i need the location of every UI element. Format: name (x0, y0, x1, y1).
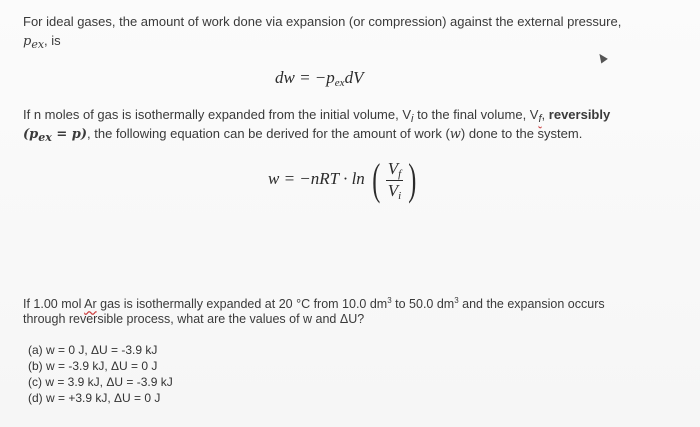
eq2-den: V (387, 180, 399, 200)
eq1-lhs: dw = −p (275, 68, 335, 87)
eq2-den-sub: i (398, 189, 402, 202)
p2-end: ) done to the system. (460, 126, 583, 141)
p2-text-a: If n moles of gas is isothermally expanded from the initial volume, V (23, 107, 412, 122)
p2-tail: , the following equation can be derived for the amount of work ( (87, 126, 450, 141)
volume-ratio-fraction (386, 159, 403, 202)
p2-text-c: , (541, 107, 549, 122)
p2-w: w (449, 127, 461, 142)
p2-sub-f: f (538, 113, 542, 125)
eq2-num-sub: f (398, 167, 402, 180)
eq1-subscript: ex (334, 77, 345, 89)
mouse-cursor-icon (596, 52, 608, 64)
question-line-2: through reversible process, what are the values of w and ΔU? (23, 312, 365, 326)
eq2-num: V (387, 158, 399, 178)
intro-line-2-tail: , is (44, 33, 61, 48)
p2-sub-i: i (411, 113, 414, 125)
option-c: (c) w = 3.9 kJ, ΔU = -3.9 kJ (28, 375, 173, 389)
q-sup-1: 3 (387, 296, 392, 305)
eq1-rhs: dV (344, 68, 364, 87)
paragraph-2-line-2 (23, 126, 582, 146)
q-text-c: to 50.0 dm (391, 297, 455, 312)
eq2-lhs: w = −nRT · ln (268, 168, 365, 188)
option-d: (d) w = +3.9 kJ, ΔU = 0 J (28, 391, 161, 405)
q-text-a: If 1.00 mol (23, 297, 85, 312)
question-line-1 (23, 293, 605, 312)
equation-reversible-work (268, 155, 420, 204)
p2-pex-sub: ex (38, 131, 52, 144)
q-text-b: gas is isothermally expanded at 20 °C from 10.0 dm (96, 297, 388, 312)
right-paren: ) (408, 155, 417, 204)
option-b: (b) w = -3.9 kJ, ΔU = 0 J (28, 359, 158, 373)
left-paren: ( (372, 155, 381, 204)
p2-pex-open: (p (23, 127, 39, 142)
option-a: (a) w = 0 J, ΔU = -3.9 kJ (28, 343, 158, 357)
pex-subscript: ex (31, 38, 45, 51)
equation-work-differential (275, 68, 363, 89)
q-sup-2: 3 (454, 296, 459, 305)
intro-line-1: For ideal gases, the amount of work done via expansion (or compression) against the external pressure, (23, 14, 622, 29)
paragraph-2-line-1 (23, 107, 610, 127)
pex-symbol: p (23, 34, 32, 49)
intro-line-2 (23, 33, 61, 53)
q-text-d: and the expansion occurs (458, 297, 605, 312)
p2-bold-reversibly: reversibly (548, 107, 611, 122)
q-gas: Ar (84, 297, 97, 312)
p2-text-b: to the final volume, V (413, 107, 539, 122)
p2-pex-eq: = p) (51, 127, 87, 142)
